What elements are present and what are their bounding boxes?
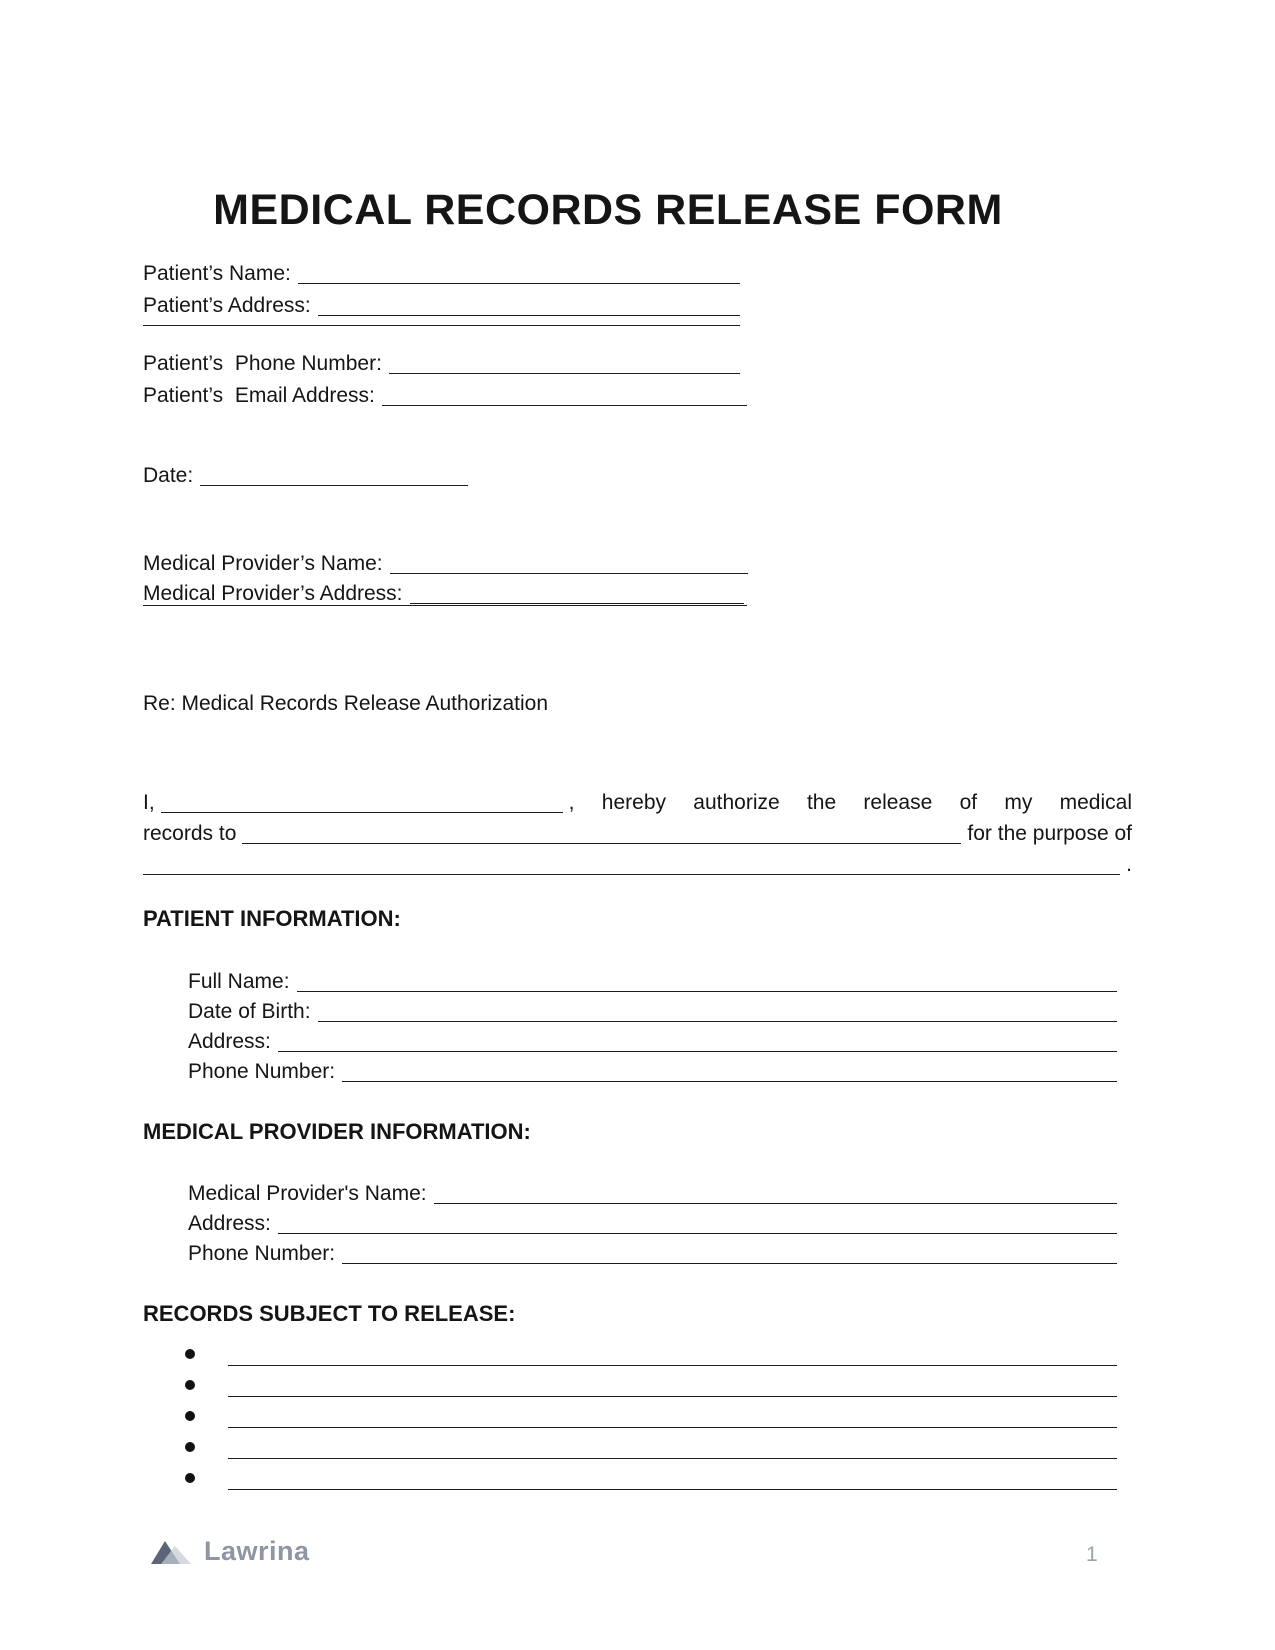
authorization-purpose-blank xyxy=(143,874,1120,875)
bullet-icon xyxy=(185,1380,195,1390)
pi-fullname-label: Full Name: xyxy=(188,970,290,993)
records-release-heading: RECORDS SUBJECT TO RELEASE: xyxy=(143,1301,516,1326)
patient-address-label: Patient’s Address: xyxy=(143,294,311,317)
record-bullet-row-4 xyxy=(185,1445,1117,1455)
patient-phone-row xyxy=(143,350,740,378)
pi-dob-label: Date of Birth: xyxy=(188,1000,311,1023)
date-blank xyxy=(200,485,468,486)
pi-phone-row xyxy=(188,1058,1117,1086)
patient-address-blank xyxy=(318,315,740,316)
authorization-name-blank xyxy=(161,812,563,813)
page-number: 1 xyxy=(1086,1543,1098,1566)
mpi-phone-row xyxy=(188,1240,1117,1268)
bullet-icon xyxy=(185,1473,195,1483)
mpi-phone-blank xyxy=(342,1263,1117,1264)
lawrina-logo xyxy=(150,1536,310,1567)
record-blank-2 xyxy=(228,1396,1117,1397)
date-label: Date: xyxy=(143,464,194,487)
pi-phone-blank xyxy=(342,1081,1117,1082)
mpi-name-blank xyxy=(434,1203,1117,1204)
record-blank-1 xyxy=(228,1365,1117,1366)
record-bullet-row-2 xyxy=(185,1383,1117,1393)
record-blank-5 xyxy=(228,1489,1117,1490)
record-bullet-row-3 xyxy=(185,1414,1117,1424)
authorization-line1-text: , hereby authorize the release of my medical xyxy=(568,791,1132,814)
authorization-lead: I, xyxy=(143,791,155,814)
patient-name-blank xyxy=(298,283,740,284)
patient-email-blank xyxy=(382,405,747,406)
patient-email-label: Patient’s Email Address: xyxy=(143,384,375,407)
record-bullet-row-1 xyxy=(185,1352,1117,1362)
patient-address-continuation-row xyxy=(143,321,740,322)
patient-information-heading: PATIENT INFORMATION: xyxy=(143,906,401,931)
pi-address-row xyxy=(188,1028,1117,1056)
authorization-line-3 xyxy=(143,850,1132,880)
pi-address-blank xyxy=(278,1051,1117,1052)
authorization-recordsto-label: records to xyxy=(143,822,237,845)
pi-dob-row xyxy=(188,998,1117,1026)
mpi-phone-label: Phone Number: xyxy=(188,1242,336,1265)
provider-name-blank xyxy=(390,573,748,574)
authorization-line-1 xyxy=(143,788,1132,818)
mpi-address-row xyxy=(188,1210,1117,1238)
provider-address-blank xyxy=(410,603,744,604)
provider-address-blank-2 xyxy=(143,605,747,606)
provider-name-row xyxy=(143,550,748,578)
mpi-name-row xyxy=(188,1180,1117,1208)
re-line-row xyxy=(143,690,1132,718)
pi-address-label: Address: xyxy=(188,1030,271,1053)
provider-information-heading: MEDICAL PROVIDER INFORMATION: xyxy=(143,1119,531,1144)
provider-address-label: Medical Provider’s Address: xyxy=(143,582,403,605)
provider-address-row xyxy=(143,580,744,608)
re-line-text: Re: Medical Records Release Authorization xyxy=(143,692,549,715)
mountain-icon xyxy=(150,1537,194,1567)
mpi-name-label: Medical Provider's Name: xyxy=(188,1182,427,1205)
authorization-line-2 xyxy=(143,819,1132,849)
mpi-address-label: Address: xyxy=(188,1212,271,1235)
record-bullet-row-5 xyxy=(185,1476,1117,1486)
pi-phone-label: Phone Number: xyxy=(188,1060,336,1083)
bullet-icon xyxy=(185,1349,195,1359)
pi-fullname-blank xyxy=(297,991,1117,992)
date-row xyxy=(143,462,468,490)
patient-phone-blank xyxy=(389,373,740,374)
patient-name-label: Patient’s Name: xyxy=(143,262,291,285)
pi-fullname-row xyxy=(188,968,1117,996)
bullet-icon xyxy=(185,1442,195,1452)
bullet-icon xyxy=(185,1411,195,1421)
provider-address-continuation-row xyxy=(143,601,747,602)
pi-dob-blank xyxy=(318,1021,1117,1022)
form-title: MEDICAL RECORDS RELEASE FORM xyxy=(213,186,1003,234)
patient-address-blank-2 xyxy=(143,325,740,326)
patient-phone-label: Patient’s Phone Number: xyxy=(143,352,382,375)
record-blank-3 xyxy=(228,1427,1117,1428)
mpi-address-blank xyxy=(278,1233,1117,1234)
authorization-purpose-label: for the purpose of xyxy=(967,822,1132,845)
provider-name-label: Medical Provider’s Name: xyxy=(143,552,383,575)
patient-name-row xyxy=(143,260,740,288)
patient-address-row xyxy=(143,292,740,320)
brand-name: Lawrina xyxy=(204,1536,310,1566)
patient-email-row xyxy=(143,382,747,410)
authorization-period: . xyxy=(1126,853,1132,876)
record-blank-4 xyxy=(228,1458,1117,1459)
authorization-recipient-blank xyxy=(242,843,961,844)
